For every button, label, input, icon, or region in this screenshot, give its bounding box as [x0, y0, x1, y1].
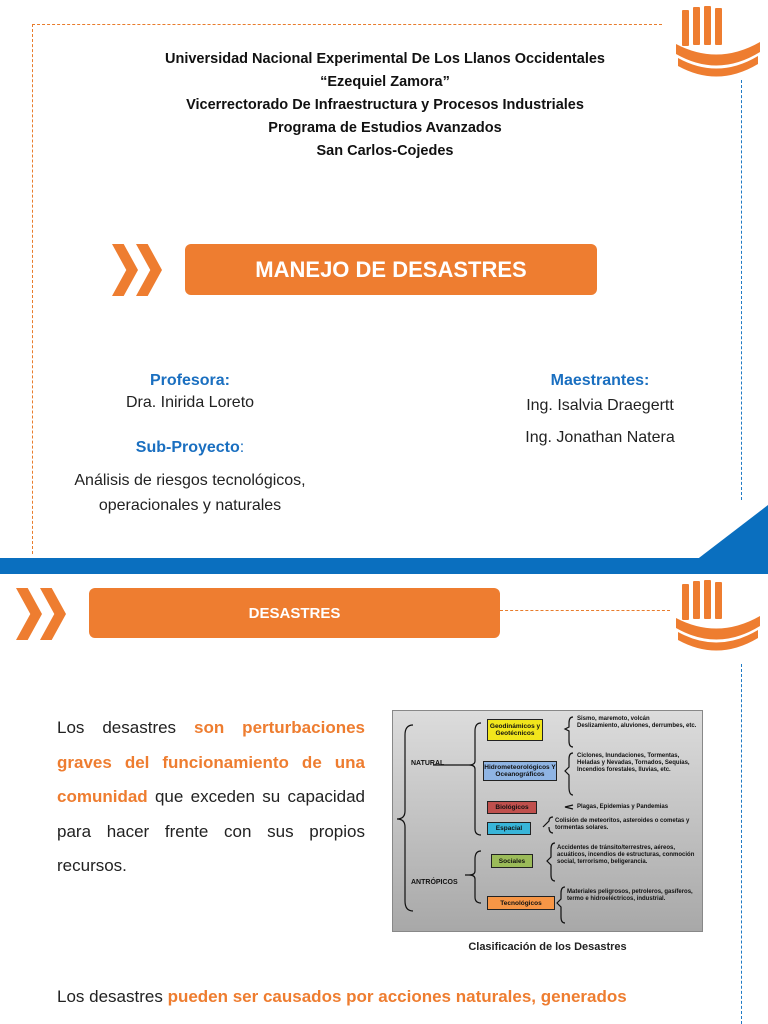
category-antropicos: ANTRÓPICOS	[411, 879, 458, 886]
box-biologicos: Biológicos	[487, 801, 537, 814]
university-header	[40, 48, 730, 163]
para1-text-1: Los desastres	[57, 718, 195, 737]
dotted-border-top	[500, 610, 670, 611]
header-line-name: “Ezequiel Zamora”	[320, 74, 450, 90]
box-tecnologicos: Tecnológicos	[487, 896, 555, 910]
professor-column	[40, 372, 340, 518]
detail-tecnologicos: Materiales peligrosos, petroleros, gasíferos, termo e hidroeléctricos, industrial.	[567, 889, 693, 902]
dotted-border-top	[32, 24, 662, 25]
para1-highlight: son perturbaciones graves del funcionamiento de una comunidad	[57, 718, 365, 806]
subproyecto-line-1: Análisis de riesgos tecnológicos,	[74, 472, 306, 489]
box-sociales: Sociales	[491, 854, 533, 868]
section-title: DESASTRES	[89, 588, 500, 638]
maestrantes-label: Maestrantes:	[550, 372, 650, 389]
university-logo-icon	[672, 578, 764, 656]
box-espacial: Espacial	[487, 822, 531, 835]
header-line-university: Universidad Nacional Experimental De Los Llanos Occidentales	[165, 51, 605, 67]
header-line-location: San Carlos-Cojedes	[316, 143, 454, 159]
dotted-border-right	[741, 80, 742, 500]
subproyecto-label: Sub-Proyecto	[135, 439, 240, 456]
slide-title: MANEJO DE DESASTRES	[185, 244, 597, 295]
box-hidrometeorologicos: Hidrometeorológicos Y Oceanográficos	[483, 761, 557, 781]
profesora-label: Profesora:	[149, 372, 231, 389]
diagram-caption: Clasificación de los Desastres	[468, 941, 627, 953]
detail-espacial: Colisión de meteoritos, asteroides o cometas y tormentas solares.	[555, 818, 690, 831]
slide-divider-band	[0, 558, 768, 574]
detail-hidrometeorologicos: Ciclones, Inundaciones, Tormentas, Heladas y Nevadas, Tornados, Sequías, Incendios forestales, lluvias, etc.	[577, 753, 690, 773]
subproyecto-heading	[40, 435, 340, 460]
detail-geodinamicos: Sismo, maremoto, volcán Deslizamiento, aluviones, derrumbes, etc.	[577, 716, 697, 729]
subproyecto-line-2: operacionales y naturales	[98, 497, 282, 514]
students-column	[470, 372, 730, 454]
para1-text-2: que exceden su capacidad para hacer frente con sus propios recursos.	[57, 787, 365, 875]
dotted-border-right	[741, 664, 742, 1024]
para2-highlight: pueden ser causados por acciones naturales, generados	[167, 987, 627, 1006]
maestrante-1: Ing. Isalvia Draegertt	[526, 397, 674, 414]
definition-paragraph	[57, 711, 365, 884]
subproyecto-colon: :	[239, 439, 245, 456]
chevron-arrows-icon	[16, 588, 76, 640]
dotted-border-left	[32, 24, 33, 554]
detail-biologicos: Plagas, Epidemias y Pandemias	[577, 804, 669, 810]
category-natural: NATURAL	[411, 760, 445, 767]
chevron-arrows-icon	[112, 244, 172, 296]
detail-sociales: Accidentes de tránsito/terrestres, aéreos, acuáticos, incendios de estructuras, conmoción social, terrorismo, beligerancia.	[557, 845, 695, 865]
header-line-programa: Programa de Estudios Avanzados	[268, 120, 502, 136]
maestrante-2: Ing. Jonathan Natera	[525, 429, 675, 446]
profesora-name: Dra. Inirida Loreto	[125, 394, 255, 411]
header-line-vicerrectorado: Vicerrectorado De Infraestructura y Procesos Industriales	[186, 97, 584, 113]
disaster-classification-diagram	[392, 710, 703, 932]
causes-paragraph	[57, 980, 717, 1015]
box-geodinamicos: Geodinámicos y Geotécnicos	[487, 719, 543, 741]
para2-text-1: Los desastres	[57, 987, 168, 1006]
